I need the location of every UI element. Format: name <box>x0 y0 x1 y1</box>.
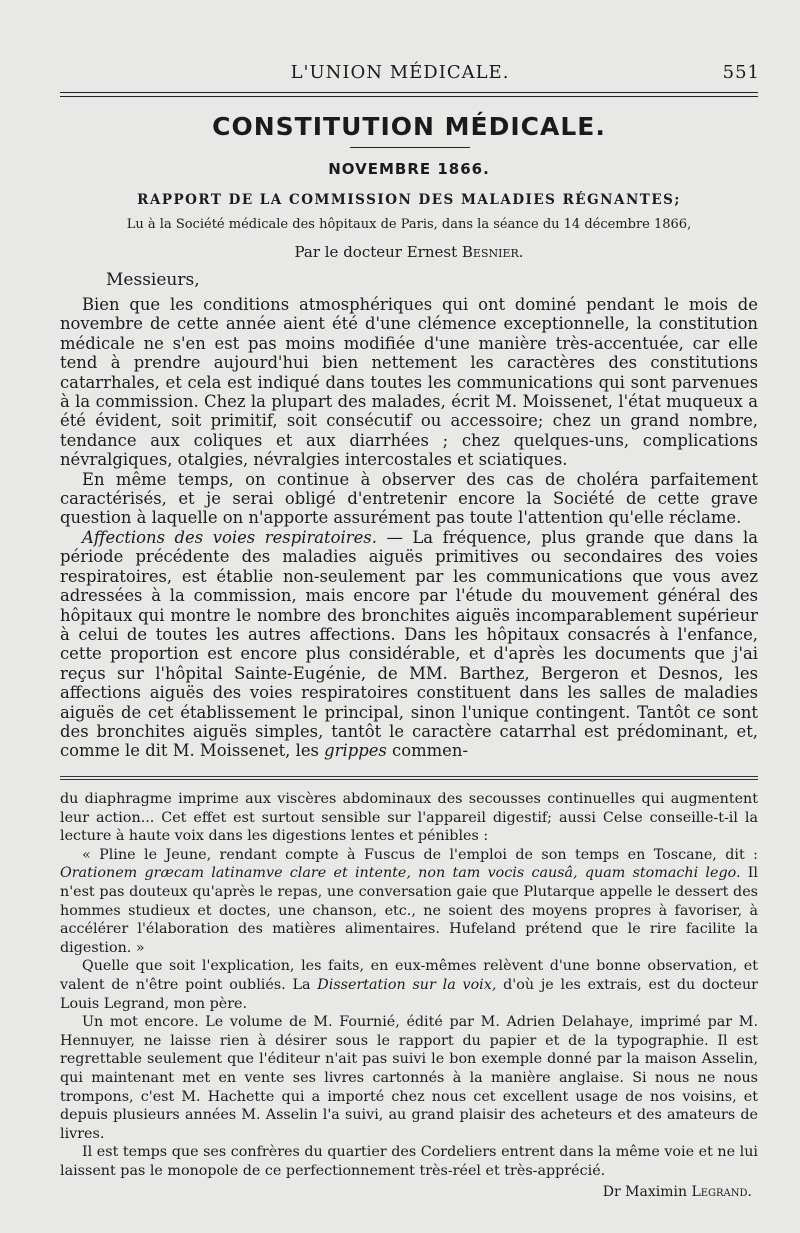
report-subtitle: Lu à la Société médicale des hôpitaux de Paris, dans la séance du 14 décembre 1866, <box>126 217 692 232</box>
paragraph-constitution: Bien que les conditions atmosphériques qui ont dominé pendant le mois de novembre de cette année aient été d'une clémence exceptionnelle, la constitution médicale ne s'en est pas moins modifiée d'une manière très-accentuée, car elle tend à prendre aujourd'hui bien nettement les caractères des constitutions catarrhales, et cela est indiqué dans toutes les communications qui sont parvenues à la commission. Chez la plupart des malades, écrit M. Moissenet, l'état muqueux a été évident, soit primitif, soit consécutif ou accessoire; chez un grand nombre, tendance aux coliques et aux diarrhées ; chez quelques-uns, complications névralgiques, otalgies, névralgies intercostales et sciatiques. <box>60 295 758 470</box>
running-head <box>60 62 760 83</box>
feuilleton-body <box>60 790 758 1180</box>
explanation-text: Quelle que soit l'explication, les faits, en eux-mêmes relèvent d'une bonne observation, et valent de n'être point oubliés. La <box>60 958 758 993</box>
pliny-quote: Orationem græcam latinamve clare et intente, non tam vocis causâ, quam stomachi lego. <box>60 865 741 882</box>
author-name: Besnier. <box>461 243 524 261</box>
feuilleton-paragraph-explanation <box>60 957 758 1013</box>
paragraph-cholera: En même temps, on continue à observer des cas de choléra parfaitement caractérisés, et je serai obligé d'entretenir encore la Société de cette grave question à laquelle on n'apporte assurément pas toute l'attention qu'elle réclame. <box>60 469 758 528</box>
section-title: CONSTITUTION MÉDICALE. <box>212 112 606 141</box>
respiratory-heading: Affections des voies respiratoires. <box>82 527 377 547</box>
grippes-word: grippes <box>324 741 387 761</box>
signature <box>603 1184 752 1200</box>
report-author <box>60 243 758 261</box>
respiratory-text-end: commen- <box>386 741 468 761</box>
page-number: 551 <box>722 62 760 83</box>
signature-name: Legrand. <box>691 1184 752 1200</box>
pliny-text: « Pline le Jeune, rendant compte à Fuscus de l'emploi de son temps en Toscane, dit : <box>82 846 758 863</box>
report-body <box>60 295 758 761</box>
running-title: L'UNION MÉDICALE. <box>290 62 510 83</box>
section-month: NOVEMBRE 1866. <box>328 160 490 178</box>
report-title: RAPPORT DE LA COMMISSION DES MALADIES RÉGNANTES; <box>137 192 681 208</box>
pliny-text-end: Il n'est pas douteux qu'après le repas, une conversation gaie que Plutarque appelle le dessert des hommes studieux et doctes, une chanson, etc., ne soient des moyens propres à favoriser, à accélérer l'élaboration des matières alimentaires. Hufeland prétend que le rire facilite la digestion. » <box>60 865 758 956</box>
feuilleton-paragraph-diaphragm: du diaphragme imprime aux viscères abdominaux des secousses continuelles qui augmentent leur action... Cet effet est surtout sensible sur l'appareil digestif; aussi Celse conseille-t-il la lecture à haute voix dans les digestions lentes et pénibles : <box>60 791 758 845</box>
feuilleton-rule <box>60 776 758 780</box>
explanation-text-end: d'où je les extrais, est du docteur Louis Legrand, mon père. <box>60 976 758 1012</box>
header-rule-thin <box>60 96 758 97</box>
feuilleton-paragraph-cordeliers: Il est temps que ses confrères du quartier des Cordeliers entrent dans la même voie et ne lui laissent pas le monopole de ce perfectionnement très-réel et très-apprécié. <box>60 1144 758 1179</box>
title-short-rule <box>350 147 470 148</box>
signature-prefix: Dr Maximin <box>602 1184 692 1200</box>
feuilleton-paragraph-pliny <box>60 846 758 958</box>
header-rule <box>60 92 758 93</box>
author-prefix: Par le docteur Ernest <box>294 243 462 261</box>
dissertation-title: Dissertation sur la voix, <box>317 976 497 993</box>
respiratory-text: — La fréquence, plus grande que dans la période précédente des maladies aiguës primitives ou secondaires des voies respiratoires, est établie non-seulement par les communications que vous avez adressées à la commission, mais encore par l'étude du mouvement général des hôpitaux qui montre le nombre des bronchites aiguës incomparablement supérieur à celui de toutes les autres affections. Dans les hôpitaux consacrés à l'enfance, cette proportion est encore plus considérable, et d'après les documents que j'ai reçus sur l'hôpital Sainte-Eugénie, de MM. Barthez, Bergeron et Desnos, les affections aiguës des voies respiratoires constituent dans les salles de maladies aiguës de cet établissement le principal, sinon l'unique contingent. Tantôt ce sont des bronchites aiguës simples, tantôt le caractère catarrhal est prédominant, et, comme le dit M. Moissenet, les <box>60 527 758 761</box>
feuilleton-paragraph-volume: Un mot encore. Le volume de M. Fournié, édité par M. Adrien Delahaye, imprimé par M. Hennuyer, ne laisse rien à désirer sous le rapport du papier et de la typographie. Il est regrettable seulement que l'éditeur n'ait pas suivi le bon exemple donné par la maison Asselin, qui maintenant met en vente ses livres cartonnés à la manière anglaise. Si nous ne nous trompons, c'est M. Hachette qui a importé chez nous cet excellent usage de nos voisins, et depuis plusieurs années M. Asselin l'a suivi, au grand plaisir des acheteurs et des amateurs de livres. <box>60 1014 758 1142</box>
paragraph-respiratory <box>60 528 758 761</box>
salutation: Messieurs, <box>106 270 200 290</box>
